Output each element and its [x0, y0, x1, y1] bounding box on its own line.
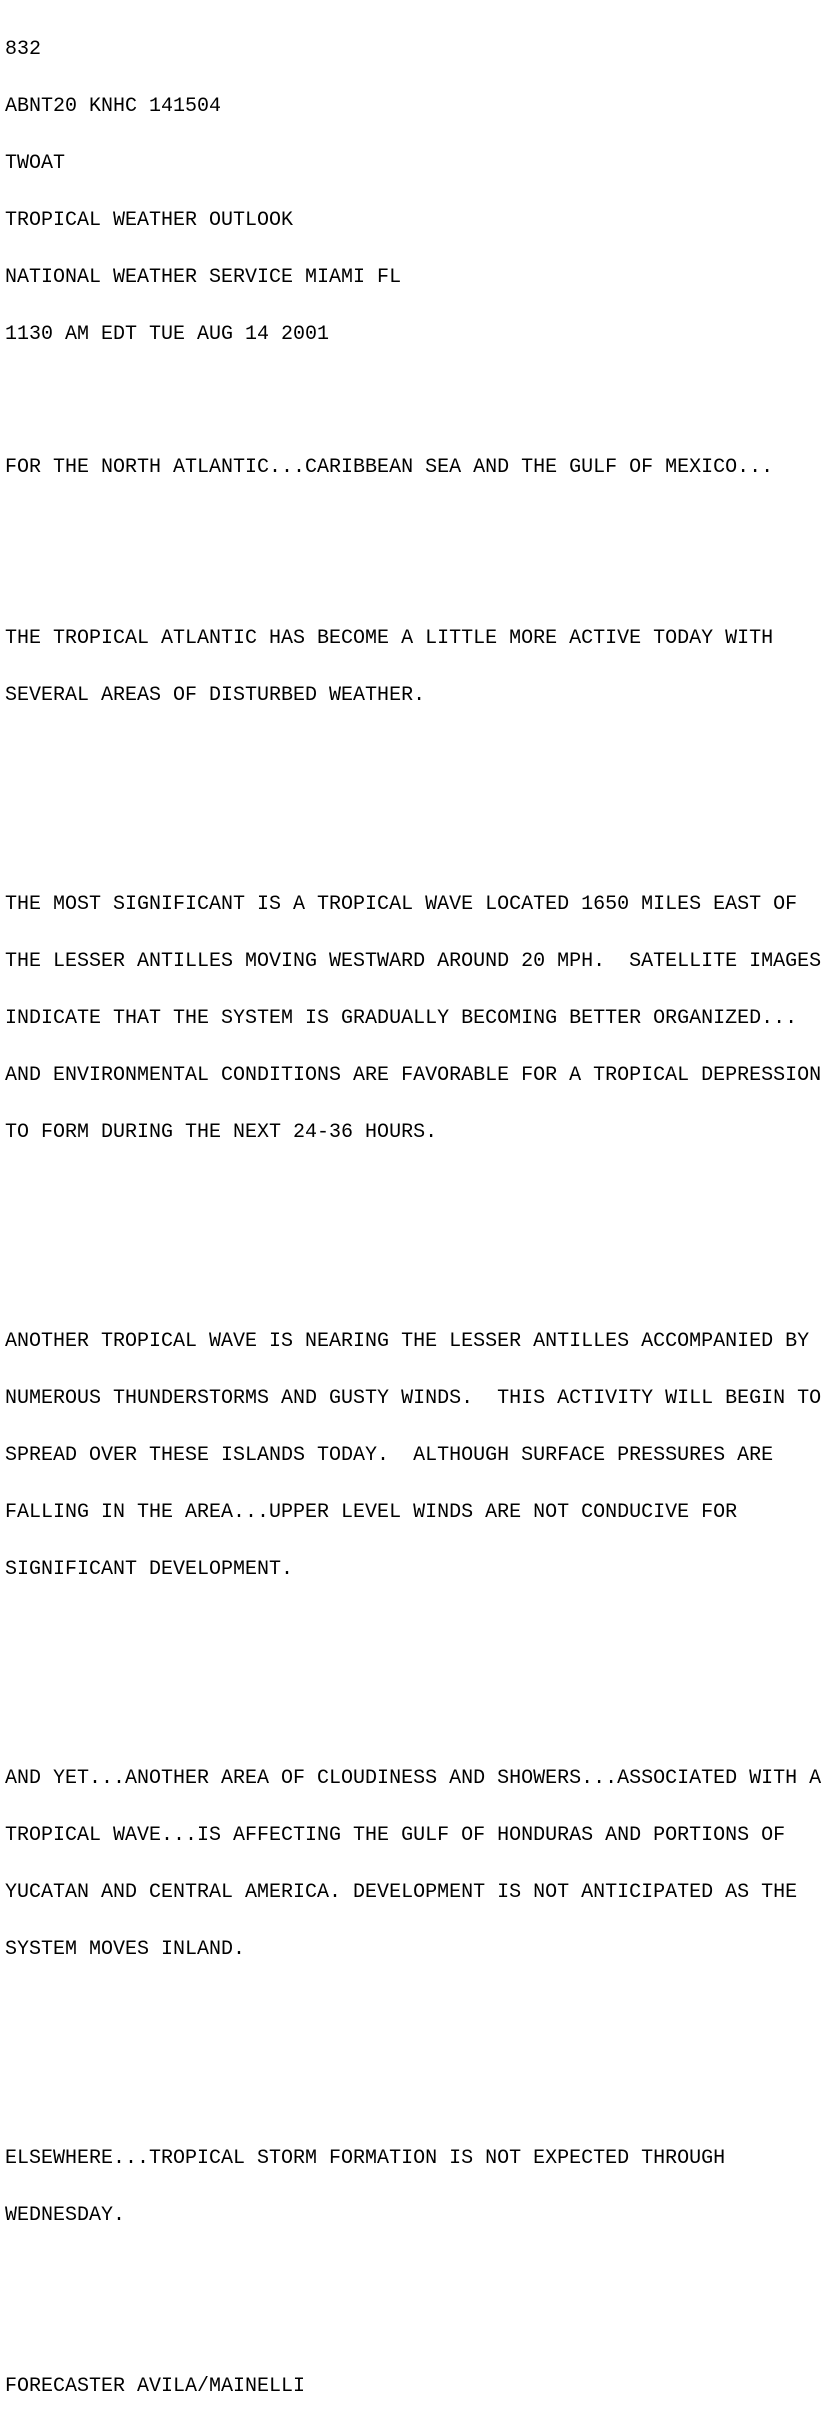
wmo-header: ABNT20 KNHC 141504: [5, 95, 222, 118]
paragraph-line: INDICATE THAT THE SYSTEM IS GRADUALLY BECOMING BETTER ORGANIZED...: [5, 1007, 798, 1030]
paragraph-line: THE TROPICAL ATLANTIC HAS BECOME A LITTLE MORE ACTIVE TODAY WITH: [5, 627, 774, 650]
outlook-text: [5, 2, 821, 2434]
blank-line: [5, 2301, 821, 2320]
paragraph-line: SPREAD OVER THESE ISLANDS TODAY. ALTHOUGH SURFACE PRESSURES ARE: [5, 1444, 774, 1467]
blank-line: [5, 2035, 821, 2054]
paragraph-line: WEDNESDAY.: [5, 2204, 126, 2227]
paragraph-line: YUCATAN AND CENTRAL AMERICA. DEVELOPMENT IS NOT ANTICIPATED AS THE: [5, 1881, 798, 1904]
paragraph: [5, 591, 821, 743]
awips-id: TWOAT: [5, 152, 66, 175]
intro-line: FOR THE NORTH ATLANTIC...CARIBBEAN SEA AND THE GULF OF MEXICO...: [5, 456, 774, 479]
paragraph-line: THE LESSER ANTILLES MOVING WESTWARD AROUND 20 MPH. SATELLITE IMAGES: [5, 950, 822, 973]
blank-line: [5, 1218, 821, 1237]
product-number: 832: [5, 38, 42, 61]
paragraph-line: ELSEWHERE...TROPICAL STORM FORMATION IS NOT EXPECTED THROUGH: [5, 2147, 726, 2170]
paragraph-line: SIGNIFICANT DEVELOPMENT.: [5, 1558, 294, 1581]
issuing-office: NATIONAL WEATHER SERVICE MIAMI FL: [5, 266, 402, 289]
paragraph-line: SEVERAL AREAS OF DISTURBED WEATHER.: [5, 684, 426, 707]
paragraph-line: TO FORM DURING THE NEXT 24-36 HOURS.: [5, 1121, 438, 1144]
blank-line: [5, 515, 821, 534]
paragraph: [5, 1731, 821, 1997]
paragraph-line: ANOTHER TROPICAL WAVE IS NEARING THE LESSER ANTILLES ACCOMPANIED BY: [5, 1330, 810, 1353]
paragraph-line: AND ENVIRONMENTAL CONDITIONS ARE FAVORABLE FOR A TROPICAL DEPRESSION: [5, 1064, 822, 1087]
blank-line: [5, 382, 821, 401]
paragraph: [5, 857, 821, 1180]
paragraph: [5, 2111, 821, 2263]
paragraph: [5, 1294, 821, 1617]
blank-line: [5, 1655, 821, 1674]
blank-line: [5, 781, 821, 800]
paragraph-line: SYSTEM MOVES INLAND.: [5, 1938, 246, 1961]
forecaster-signature: FORECASTER AVILA/MAINELLI: [5, 2375, 306, 2398]
paragraph-line: TROPICAL WAVE...IS AFFECTING THE GULF OF HONDURAS AND PORTIONS OF: [5, 1824, 786, 1847]
paragraph-line: NUMEROUS THUNDERSTORMS AND GUSTY WINDS. THIS ACTIVITY WILL BEGIN TO: [5, 1387, 822, 1410]
paragraph-line: FALLING IN THE AREA...UPPER LEVEL WINDS ARE NOT CONDUCIVE FOR: [5, 1501, 738, 1524]
issue-time: 1130 AM EDT TUE AUG 14 2001: [5, 323, 330, 346]
product-title: TROPICAL WEATHER OUTLOOK: [5, 209, 294, 232]
paragraph-line: THE MOST SIGNIFICANT IS A TROPICAL WAVE LOCATED 1650 MILES EAST OF: [5, 893, 798, 916]
paragraph-line: AND YET...ANOTHER AREA OF CLOUDINESS AND SHOWERS...ASSOCIATED WITH A: [5, 1767, 822, 1790]
